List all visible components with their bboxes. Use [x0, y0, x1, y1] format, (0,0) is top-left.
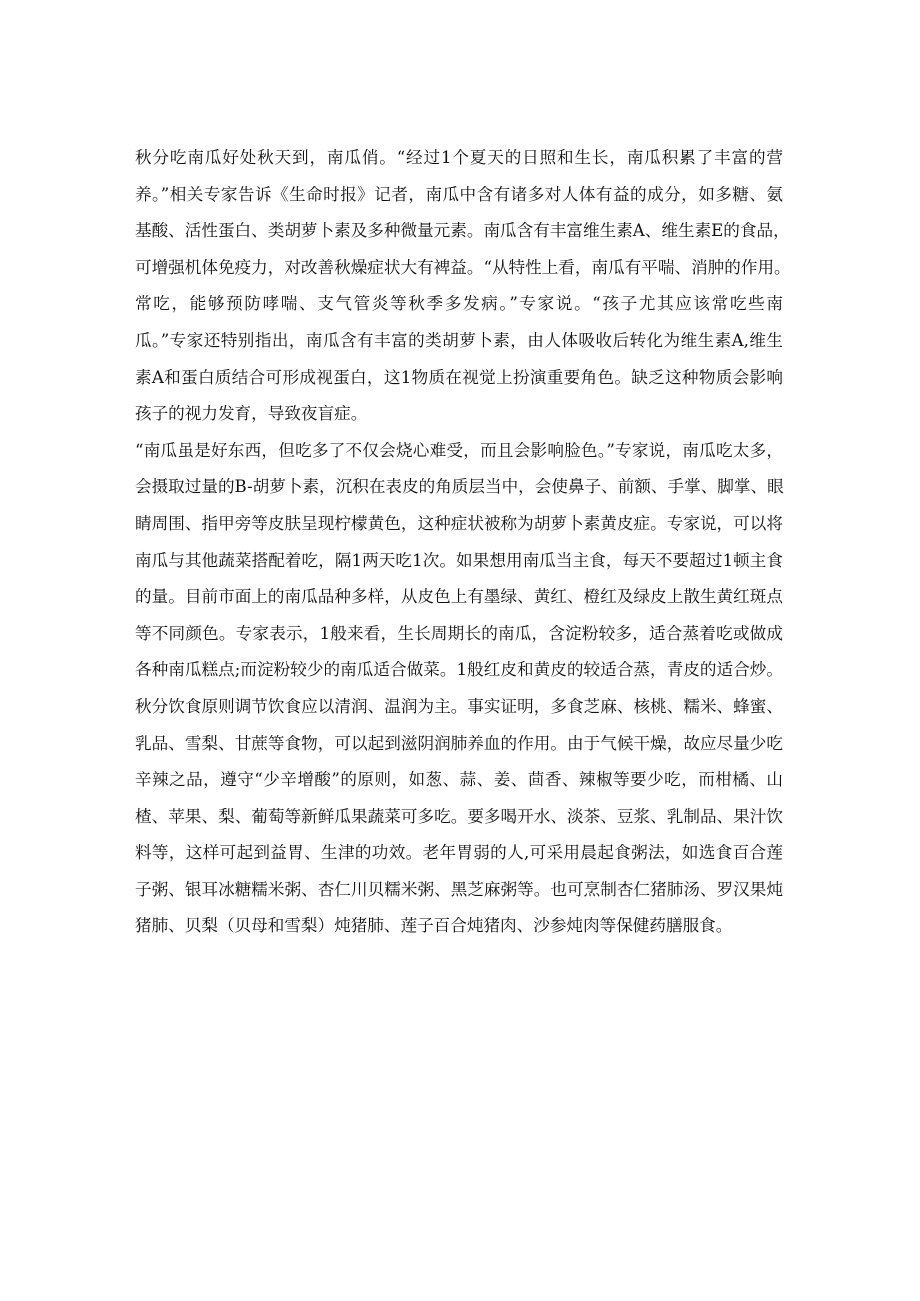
text-line: 素A和蛋白质结合可形成视蛋白，这1物质在视觉上扮演重要角色。缺乏这种物质会影响	[135, 367, 783, 387]
text-line: 可增强机体免疫力，对改善秋燥症状大有裨益。“从特性上看，南瓜有平喘、消肿的作用。	[135, 257, 791, 277]
text-line: 各种南瓜糕点;而淀粉较少的南瓜适合做菜。1般红皮和黄皮的较适合蒸，青皮的适合炒。	[135, 660, 783, 680]
text-line: 猪肺、贝梨（贝母和雪梨）炖猪肺、莲子百合炖猪肉、沙参炖肉等保健药膳服食。	[135, 916, 733, 936]
text-line: “南瓜虽是好东西，但吃多了不仅会烧心难受，而且会影响脸色。”专家说，南瓜吃太多，	[135, 440, 783, 460]
text-line: 等不同颜色。专家表示，1般来看，生长周期长的南瓜，含淀粉较多，适合蒸着吃或做成	[135, 623, 783, 643]
text-line: 会摄取过量的B-胡萝卜素，沉积在表皮的角质层当中，会使鼻子、前额、手掌、脚掌、眼	[135, 477, 784, 497]
text-line: 瓜。”专家还特别指出，南瓜含有丰富的类胡萝卜素，由人体吸收后转化为维生素A,维生	[135, 330, 783, 350]
paragraph-2	[135, 433, 783, 945]
text-line: 秋分吃南瓜好处秋天到，南瓜俏。“经过1个夏天的日照和生长，南瓜积累了丰富的营	[135, 148, 783, 167]
paragraph-1	[135, 140, 791, 433]
text-line: 常吃，能够预防哮喘、支气管炎等秋季多发病。”专家说。“孩子尤其应该常吃些南	[135, 294, 783, 314]
text-line: 睛周围、指甲旁等皮肤呈现柠檬黄色，这种症状被称为胡萝卜素黄皮症。专家说，可以将	[135, 513, 783, 533]
text-line: 南瓜与其他蔬菜搭配着吃，隔1两天吃1次。如果想用南瓜当主食，每天不要超过1顿主食	[135, 550, 783, 570]
text-line: 孩子的视力发育，导致夜盲症。	[135, 404, 368, 424]
text-line: 基酸、活性蛋白、类胡萝卜素及多种微量元素。南瓜含有丰富维生素A、维生素E的食品，	[135, 221, 790, 241]
text-line: 子粥、银耳冰糖糯米粥、杏仁川贝糯米粥、黑芝麻粥等。也可烹制杏仁猪肺汤、罗汉果炖	[135, 879, 783, 899]
text-line: 的量。目前市面上的南瓜品种多样，从皮色上有墨绿、黄红、橙红及绿皮上散生黄红斑点	[135, 587, 783, 607]
text-line: 楂、苹果、梨、葡萄等新鲜瓜果蔬菜可多吃。要多喝开水、淡茶、豆浆、乳制品、果汁饮	[135, 806, 783, 826]
text-line: 养。”相关专家告诉《生命时报》记者，南瓜中含有诸多对人体有益的成分，如多糖、氨	[135, 184, 783, 204]
text-line: 秋分饮食原则调节饮食应以清润、温润为主。事实证明，多食芝麻、核桃、糯米、蜂蜜、	[135, 696, 783, 716]
text-line: 料等，这样可起到益胃、生津的功效。老年胃弱的人,可采用晨起食粥法，如选食百合莲	[135, 843, 783, 863]
text-line: 辛辣之品，遵守“少辛增酸”的原则，如葱、蒜、姜、茴香、辣椒等要少吃，而柑橘、山	[135, 770, 783, 790]
document-page	[135, 140, 791, 945]
text-line: 乳品、雪梨、甘蔗等食物，可以起到滋阴润肺养血的作用。由于气候干燥，故应尽量少吃	[135, 733, 783, 753]
